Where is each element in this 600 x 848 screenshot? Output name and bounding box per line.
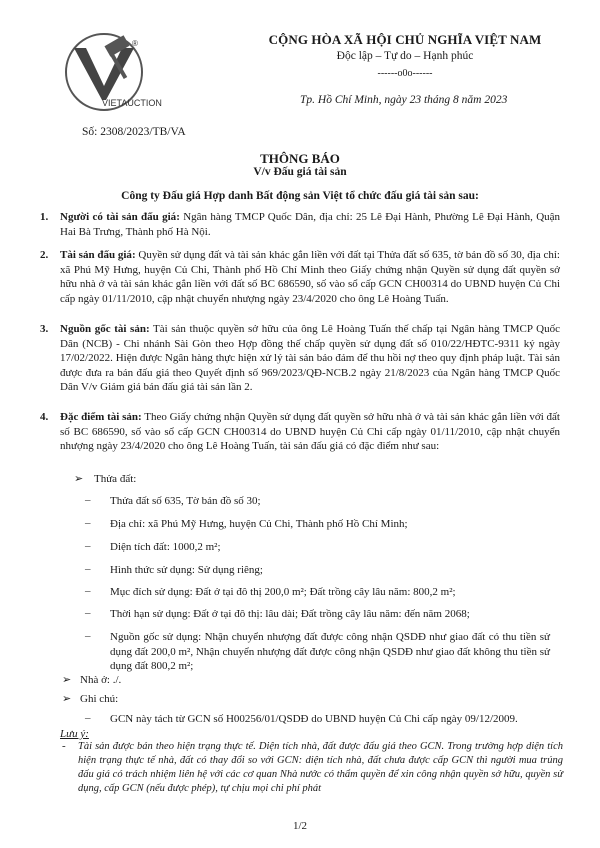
land-detail: Nguồn gốc sử dụng: Nhận chuyển nhượng đất được công nhận QSDĐ như giao đất có thu tiền sử dụng đất 200,0 m², Nhận chuyển nhượng đất được công nhận QSDĐ như giao đất không thu tiền sử dụng đất 800,2 m²; [110, 631, 550, 672]
notice-subtitle: V/v Đấu giá tài sản [253, 166, 347, 178]
arrow-icon: ➢ [62, 674, 72, 686]
notes-detail: GCN này tách từ GCN số H00256/01/QSDĐ do UBND huyện Củ Chi cấp ngày 09/12/2009. [110, 713, 518, 725]
land-detail: Diện tích đất: 1000,2 m²; [110, 541, 221, 553]
notice-intro: Công ty Đấu giá Hợp danh Bất động sản Việt tổ chức đấu giá tài sản sau: [121, 190, 479, 202]
motto: Độc lập – Tự do – Hạnh phúc [336, 50, 474, 62]
land-heading: Thửa đất: [94, 473, 137, 485]
arrow-icon: ➢ [62, 693, 72, 705]
notes-heading: Ghi chú: [80, 693, 119, 705]
item-1: 1. Người có tài sản đấu giá: Ngân hàng TMCP Quốc Dân, địa chỉ: 25 Lê Đại Hành, Phường Lê Đại Hành, Quận Hai Bà Trưng, Thành phố Hà Nội. [40, 211, 561, 238]
item-4: 4. Đặc điểm tài sản: Theo Giấy chứng nhận Quyền sử dụng đất quyền sở hữu nhà ở và tài sản khác gắn liền với đất số BC 686590, số vào sổ cấp GCN CH00314 do UBND huyện Củ Chi cấp ngày 01/11/2010, cập nhật chuyển nhượng ngày 23/4/2020 cho ông Lê Hoàng Tuấn, tài sản đấu giá có đặc điểm như sau: [40, 411, 560, 452]
arrow-icon: ➢ [74, 473, 84, 485]
page-number: 1/2 [292, 820, 308, 832]
land-detail: Thửa đất số 635, Tờ bản đồ số 30; [110, 495, 261, 507]
land-detail: Thời hạn sử dụng: Đất ở tại đô thị: lâu dài; Đất trồng cây lâu năm: đến năm 2068; [110, 608, 470, 620]
land-detail: Mục đích sử dụng: Đất ở tại đô thị 200,0 m²; Đất trồng cây lâu năm: 800,2 m²; [110, 586, 456, 598]
document-number: Số: 2308/2023/TB/VA [82, 126, 186, 138]
separator: ------o0o------ [377, 68, 433, 79]
item-2: 2. Tài sản đấu giá: Quyền sử dụng đất và tài sản khác gắn liền với đất tại Thửa đất số 635, tờ bản đồ số 30, địa chỉ: xã Phú Mỹ Hưng, huyện Củ Chi, Thành phố Hồ Chí Minh theo Giấy chứng nhận Quyền sử dụng đất quyền sở hữu nhà ở và tài sản khác gắn liền với đất số BC 686590, số vào sổ cấp GCN CH00314 do UBND huyện Củ Chi cấp ngày 01/11/2010, cập nhật chuyển nhượng ngày 23/4/2020 cho ông Lê Hoàng Tuấn. [40, 249, 560, 305]
land-detail: Hình thức sử dụng: Sử dụng riêng; [110, 564, 263, 576]
note-label: Lưu ý: [60, 728, 89, 740]
item-3: 3. Nguồn gốc tài sản: Tài sản thuộc quyền sở hữu của ông Lê Hoàng Tuấn thế chấp tại Ngân hàng TMCP Quốc Dân (NCB) - Chi nhánh Sài Gòn theo Hợp đồng thế chấp quyền sử dụng đất số 010/22/HĐTC-9311 ký ngày 17/02/2022. Hiện được Ngân hàng thực hiện xử lý tài sản bảo đảm để thu hồi nợ theo quy định pháp luật. Tài sản được đưa ra bán đấu giá theo Quyết định số 969/2023/QĐ-NCB.2 ngày 21/8/2023 của Ngân hàng TMCP Quốc Dân V/v Giảm giá bán đấu giá tài sản lần 2. [40, 323, 560, 393]
vietauction-logo [44, 28, 184, 114]
document-page: VIETAUCTION ® CỘNG HÒA XÃ HỘI CHỦ NGHĨA VIỆT NAM Độc lập – Tự do – Hạnh phúc ------o0o------ Tp. Hồ Chí Minh, ngày 23 tháng 8 năm 2023 Số: 2308/2023/TB/VA THÔNG BÁO V/v Đấu giá tài sản Công ty Đấu giá Hợp danh Bất động sản Việt tổ chức đấu giá tài sản sau: 1. Người có tài sản đấu giá: Ngân hàng TMCP Quốc Dân, địa chỉ: 25 Lê Đại Hành, Phường Lê Đại Hành, Quận Hai Bà Trưng, Thành phố Hà Nội. 2. Tài sản đấu giá: Quyền sử dụng đất và tài sản khác gắn liền với đất tại Thửa đất số 635, tờ bản đồ số 30, địa chỉ: xã Phú Mỹ Hưng, huyện Củ Chi, Thành phố Hồ Chí Minh theo Giấy chứng nhận Quyền sử dụng đất quyền sở hữu nhà ở và tài sản khác gắn liền với đất số BC 686590, số vào sổ cấp GCN CH00314 do UBND huyện Củ Chi cấp ngày 01/11/2010, cập nhật chuyển nhượng ngày 23/4/2020 cho ông Lê Hoàng Tuấn. 3. Nguồn gốc tài sản: Tài sản thuộc quyền sở hữu của ông Lê Hoàng Tuấn thế chấp tại Ngân hàng TMCP Quốc Dân (NCB) - Chi nhánh Sài Gòn theo Hợp đồng thế chấp quyền sử dụng đất số 010/22/HĐTC-9311 ký ngày 17/02/2022. Hiện được Ngân hàng thực hiện xử lý tài sản bảo đảm để thu hồi nợ theo quy định pháp luật. Tài sản được đưa ra bán đấu giá theo Quyết định số 969/2023/QĐ-NCB.2 ngày 21/8/2023 của Ngân hàng TMCP Quốc Dân V/v Giảm giá bán đấu giá tài sản lần 2. 4. Đặc điểm tài sản: Theo Giấy chứng nhận Quyền sử dụng đất quyền sở hữu nhà ở và tài sản khác gắn liền với đất số BC 686590, số vào sổ cấp GCN CH00314 do UBND huyện Củ Chi cấp ngày 01/11/2010, cập nhật chuyển nhượng ngày 23/4/2020 cho ông Lê Hoàng Tuấn, tài sản đấu giá có đặc điểm như sau: ➢ Thửa đất: – Thửa đất số 635, Tờ bản đồ số 30; – Địa chỉ: xã Phú Mỹ Hưng, huyện Củ Chi, Thành phố Hồ Chí Minh; – Diện tích đất: 1000,2 m²; – Hình thức sử dụng: Sử dụng riêng; – Mục đích sử dụng: Đất ở tại đô thị 200,0 m²; Đất trồng cây lâu năm: 800,2 m²; – Thời hạn sử dụng: Đất ở tại đô thị: lâu dài; Đất trồng cây lâu năm: đến năm 2068; – Nguồn gốc sử dụng: Nhận chuyển nhượng đất được công nhận QSDĐ như giao đất có thu tiền sử dụng đất 200,0 m², Nhận chuyển nhượng đất được công nhận QSDĐ như giao đất không thu tiền sử dụng đất 800,2 m²; ➢ Nhà ở: ./. ➢ Ghi chú: – GCN này tách từ GCN số H00256/01/QSDĐ do UBND huyện Củ Chi cấp ngày 09/12/2009. Lưu ý: - Tài sản được bán theo hiện trạng thực tế. Diện tích nhà, đất được đấu giá theo GCN. Trong trường hợp diện tích hiện trạng thực tế nhà, đất có thay đổi so với GCN: diện tích nhà, đất chưa được cấp GCN thì người mua trúng đấu giá có trách nhiệm liên hệ với các cơ quan Nhà nước có thẩm quyền để xin công nhận quyền sở hữu, quyền sử dụng, cấp GCN (nếu được phép), tự chịu mọi chi phí phát 1/2 [0, 0, 600, 848]
note-text: Tài sản được bán theo hiện trạng thực tế. Diện tích nhà, đất được đấu giá theo GCN. Trong trường hợp diện tích hiện trạng thực tế nhà, đất có thay đổi so với GCN: diện tích nhà, đất chưa được cấp GCN thì người mua trúng đấu giá có trách nhiệm liên hệ với các cơ quan Nhà nước có thẩm quyền để xin công nhận quyền sở hữu, quyền sử dụng, cấp GCN (nếu được phép), tự chịu mọi chi phí phát [78, 741, 563, 794]
land-detail: Địa chỉ: xã Phú Mỹ Hưng, huyện Củ Chi, Thành phố Hồ Chí Minh; [110, 518, 408, 530]
issue-date: Tp. Hồ Chí Minh, ngày 23 tháng 8 năm 2023 [300, 94, 508, 106]
country-title: CỘNG HÒA XÃ HỘI CHỦ NGHĨA VIỆT NAM [268, 32, 542, 47]
svg-text:®: ® [132, 39, 138, 48]
notice-title: THÔNG BÁO [260, 151, 340, 166]
house-line: Nhà ở: ./. [80, 674, 122, 686]
logo-brand-text: VIETAUCTION [102, 98, 162, 108]
